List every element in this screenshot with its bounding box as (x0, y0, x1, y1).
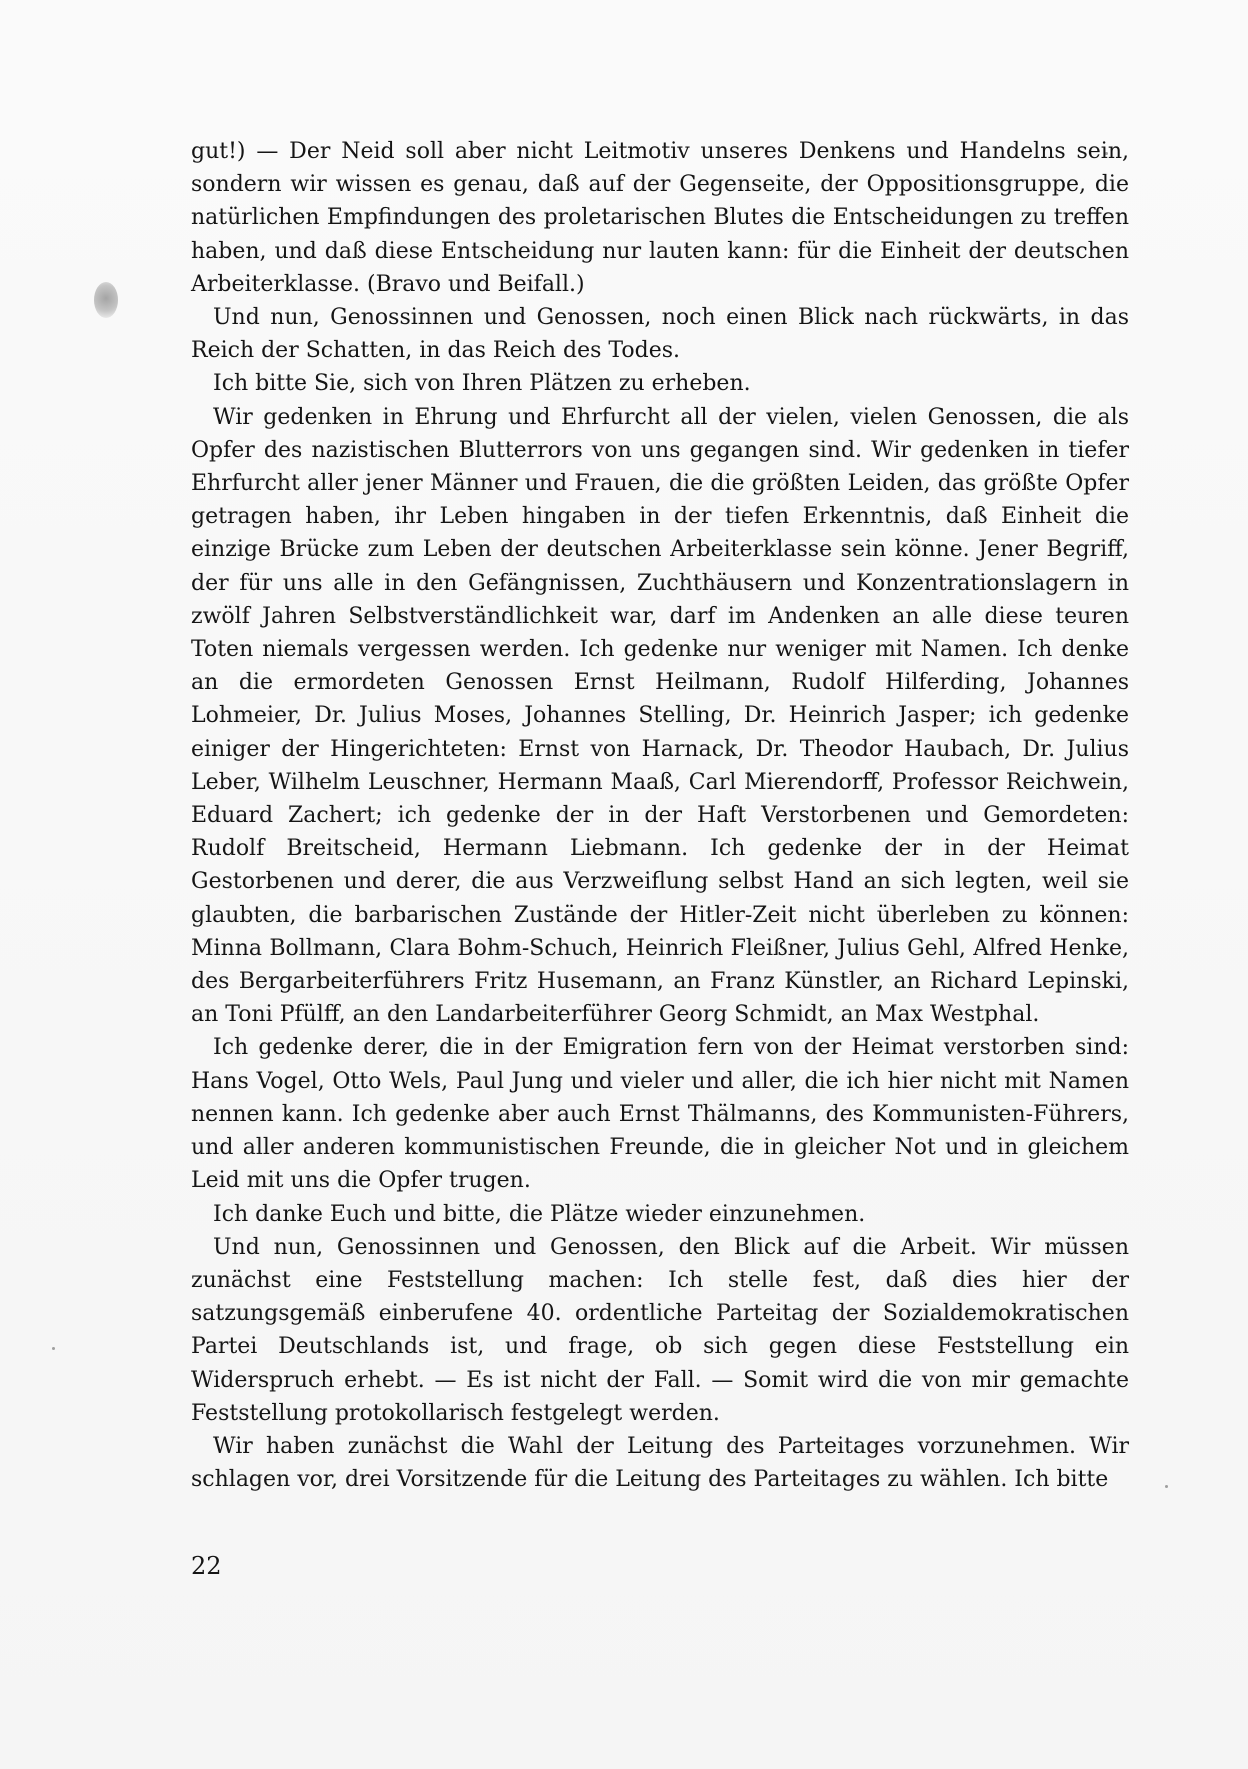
page-number: 22 (191, 1552, 222, 1580)
paragraph: Wir haben zunächst die Wahl der Leitung des Parteitages vorzunehmen. Wir schlagen vor, drei Vorsitzende für die Leitung des Parteitages zu wählen. Ich bitte (191, 1433, 1129, 1493)
speck (1165, 1485, 1168, 1488)
paragraph: Ich danke Euch und bitte, die Plätze wieder einzunehmen. (213, 1201, 866, 1227)
speck (52, 1347, 55, 1350)
paragraph: Ich bitte Sie, sich von Ihren Plätzen zu erheben. (213, 371, 751, 397)
paragraph: Ich gedenke derer, die in der Emigration fern von der Heimat verstorben sind: Hans Vogel, Otto Wels, Paul Jung und vieler und aller, die ich hier nicht mit Namen nennen kann. Ich gedenke aber auch Ernst Thälmanns, des Kommunisten-Führers, und aller anderen kommunistischen Freunde, die in gleicher Not und in gleichem Leid mit uns die Opfer trugen. (191, 1035, 1129, 1194)
paragraph: Wir gedenken in Ehrung und Ehrfurcht all der vielen, vielen Genossen, die als Opfer des nazistischen Blutterrors von uns gegangen sind. Wir gedenken in tiefer Ehrfurcht aller jener Männer und Frauen, die die größten Leiden, das größte Opfer getragen haben, ihr Leben hingaben in der tiefen Erkenntnis, daß Einheit die einzige Brücke zum Leben der deutschen Arbeiterklasse sein könne. Jener Begriff, der für uns alle in den Gefängnissen, Zuchthäusern und Konzentrationslagern in zwölf Jahren Selbstverständlichkeit war, darf im Andenken an alle diese teuren Toten niemals vergessen werden. Ich gedenke nur weniger mit Namen. Ich denke an die ermordeten Genossen Ernst Heilmann, Rudolf Hilferding, Johannes Lohmeier, Dr. Julius Moses, Johannes Stelling, Dr. Heinrich Jasper; ich gedenke einiger der Hingerichteten: Ernst von Harnack, Dr. Theodor Haubach, Dr. Julius Leber, Wilhelm Leuschner, Hermann Maaß, Carl Mierendorff, Professor Reichwein, Eduard Zachert; ich gedenke der in der Haft Verstorbenen und Gemordeten: Rudolf Breitscheid, Hermann Liebmann. Ich gedenke der in der Heimat Gestorbenen und derer, die aus Verzweiflung selbst Hand an sich legten, weil sie glaubten, die barbarischen Zustände der Hitler-Zeit nicht überleben zu können: Minna Bollmann, Clara Bohm-Schuch, Heinrich Fleißner, Julius Gehl, Alfred Henke, des Bergarbeiterführers Fritz Husemann, an Franz Künstler, an Richard Lepinski, an Toni Pfülff, an den Landarbeiterführer Georg Schmidt, an Max Westphal. (191, 404, 1129, 1028)
paragraph: Und nun, Genossinnen und Genossen, noch einen Blick nach rückwärts, in das Reich der Schatten, in das Reich des Todes. (191, 305, 1129, 364)
paragraph: gut!) — Der Neid soll aber nicht Leitmotiv unseres Denkens und Handelns sein, sondern wir wissen es genau, daß auf der Gegenseite, der Oppositionsgruppe, die natürlichen Empfindungen des proletarischen Blutes die Entscheidungen zu treffen haben, und daß diese Entscheidung nur lauten kann: für die Einheit der deutschen Arbeiterklasse. (Bravo und Beifall.) (191, 139, 1129, 297)
ink-blot (94, 282, 118, 318)
paragraph: Und nun, Genossinnen und Genossen, den Blick auf die Arbeit. Wir müssen zunächst eine Feststellung machen: Ich stelle fest, daß dies hier der satzungsgemäß einberufene 40. ordentliche Parteitag der Sozialdemokratischen Partei Deutschlands ist, und frage, ob sich gegen diese Feststellung ein Widerspruch erhebt. — Es ist nicht der Fall. — Somit wird die von mir gemachte Feststellung protokollarisch festgelegt werden. (191, 1234, 1129, 1426)
body-text (191, 135, 1129, 1496)
